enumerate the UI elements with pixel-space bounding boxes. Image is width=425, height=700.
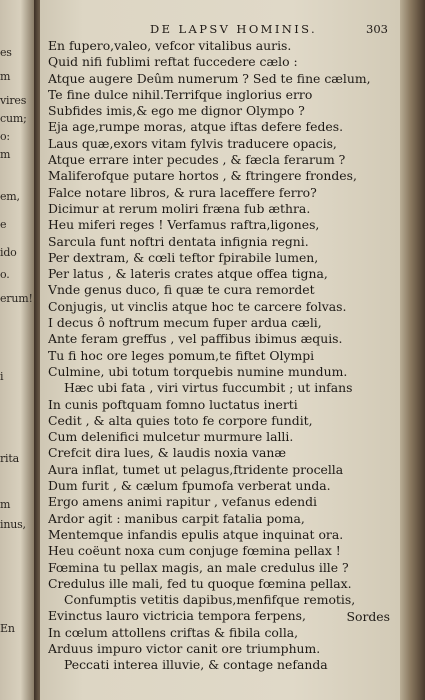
verse-line: Te fine dulce nihil.Terrifque inglorius erro <box>48 86 313 102</box>
verse-line: Fœmina tu pellax magis, an male credulus ille ? <box>48 559 349 575</box>
verse-line: Ardor agit : manibus carpit fatalia poma, <box>48 510 305 526</box>
facing-page-fragment: o. <box>0 268 10 281</box>
facing-page-edge <box>0 0 34 700</box>
verse-line: Ante feram greffus , vel paffibus ibimus æquis. <box>48 331 343 347</box>
verse-line: Conjugis, ut vinclis atque hoc te carcere folvas. <box>48 298 347 314</box>
verse-line: Credulus ille mali, fed tu quoque fœmina pellax. <box>48 575 352 591</box>
catchword: Sordes <box>346 609 390 624</box>
facing-page-fragment: inus, <box>0 518 26 531</box>
verse-line: Confumptis vetitis dapibus,menfifque remotis, <box>64 592 356 608</box>
facing-page-fragment: m <box>0 498 11 511</box>
facing-page-fragment: vires <box>0 94 27 107</box>
verse-line: Dicimur at rerum moliri fræna fub æthra. <box>48 200 311 216</box>
verse-line: Falce notare libros, & rura laceffere ferro? <box>48 184 317 200</box>
book-page <box>40 0 400 700</box>
verse-line: Maliferofque putare hortos , & ftringere frondes, <box>48 168 357 184</box>
running-title: DE LAPSV HOMINIS. <box>150 22 318 36</box>
verse-line: Tu fi hoc ore leges pomum,te fiftet Olympi <box>48 347 315 363</box>
verse-line: Evinctus lauro victricia tempora ferpens, <box>48 608 306 624</box>
facing-page-fragment: e <box>0 218 7 231</box>
facing-page-fragment: En <box>0 622 15 635</box>
verse-line: Cedit , & alta quies toto fe corpore fundit, <box>48 412 313 428</box>
verse-line: En fupero,valeo, vefcor vitalibus auris. <box>48 38 292 53</box>
page-edge-right <box>400 0 425 700</box>
verse-line: Quid nifi fublimi reftat fuccedere cælo : <box>48 54 298 70</box>
facing-page-fragment: em, <box>0 190 20 203</box>
verse-line: Culmine, ubi totum torquebis numine mundum. <box>48 363 348 379</box>
verse-line: Arduus impuro victor canit ore triumphum. <box>48 640 321 656</box>
verse-line: In cunis poftquam fomno luctatus inerti <box>48 396 298 412</box>
verse-line: I decus ô noftrum mecum fuper ardua cæli, <box>48 315 322 331</box>
facing-page-fragment: es <box>0 46 12 59</box>
verse-line: Per latus , & lateris crates atque offea tigna, <box>48 266 328 282</box>
verse-line: Vnde genus duco, fi quæ te cura remordet <box>48 282 315 298</box>
verse-line: Dum furit , & cælum fpumofa verberat unda. <box>48 478 331 494</box>
facing-page-fragment: rita <box>0 452 19 465</box>
verse-line: Heu coëunt noxa cum conjuge fœmina pellax ! <box>48 543 341 559</box>
facing-page-fragment: ido <box>0 246 17 259</box>
verse-line: Atque augere Deûm numerum ? Sed te fine cælum, <box>48 70 371 86</box>
facing-page-fragment: m <box>0 148 11 161</box>
page-number: 303 <box>366 22 388 36</box>
verse-line: Atque errare inter pecudes , & fæcla ferarum ? <box>48 152 346 168</box>
verse-line: Crefcit dira lues, & laudis noxia vanæ <box>48 445 287 461</box>
verse-line: Laus quæ,exors vitam fylvis traducere opacis, <box>48 135 337 151</box>
verse-line: Per dextram, & cœli teftor fpirabile lumen, <box>48 249 319 265</box>
verse-line: Ergo amens animi rapitur , vefanus edendi <box>48 494 317 510</box>
facing-page-fragment: i <box>0 370 4 383</box>
verse-line: Heu miferi reges ! Verfamus raftra,ligones, <box>48 217 320 233</box>
facing-page-fragment: erum! <box>0 292 33 305</box>
facing-page-fragment: m <box>0 70 11 83</box>
verse-line: Mentemque infandis epulis atque inquinat ora. <box>48 526 344 542</box>
facing-page-fragment: o: <box>0 130 10 143</box>
facing-page-fragment: cum; <box>0 112 27 125</box>
verse-line: Cum delenifici mulcetur murmure lalli. <box>48 429 294 445</box>
verse-line: Aura inflat, tumet ut pelagus,ftridente procella <box>48 461 344 477</box>
verse-line: In cœlum attollens criftas & fibila colla, <box>48 624 299 640</box>
verse-line: Hæc ubi fata , viri virtus fuccumbit ; ut infans <box>64 380 353 396</box>
verse-line: Peccati interea illuvie, & contage nefanda <box>64 657 328 673</box>
verse-text <box>48 38 394 674</box>
verse-line: Eja age,rumpe moras, atque iftas defere fedes. <box>48 119 344 135</box>
verse-line: Subfides imis,& ego me dignor Olympo ? <box>48 103 305 119</box>
verse-line: Sarcula funt noftri dentata infignia regni. <box>48 233 309 249</box>
